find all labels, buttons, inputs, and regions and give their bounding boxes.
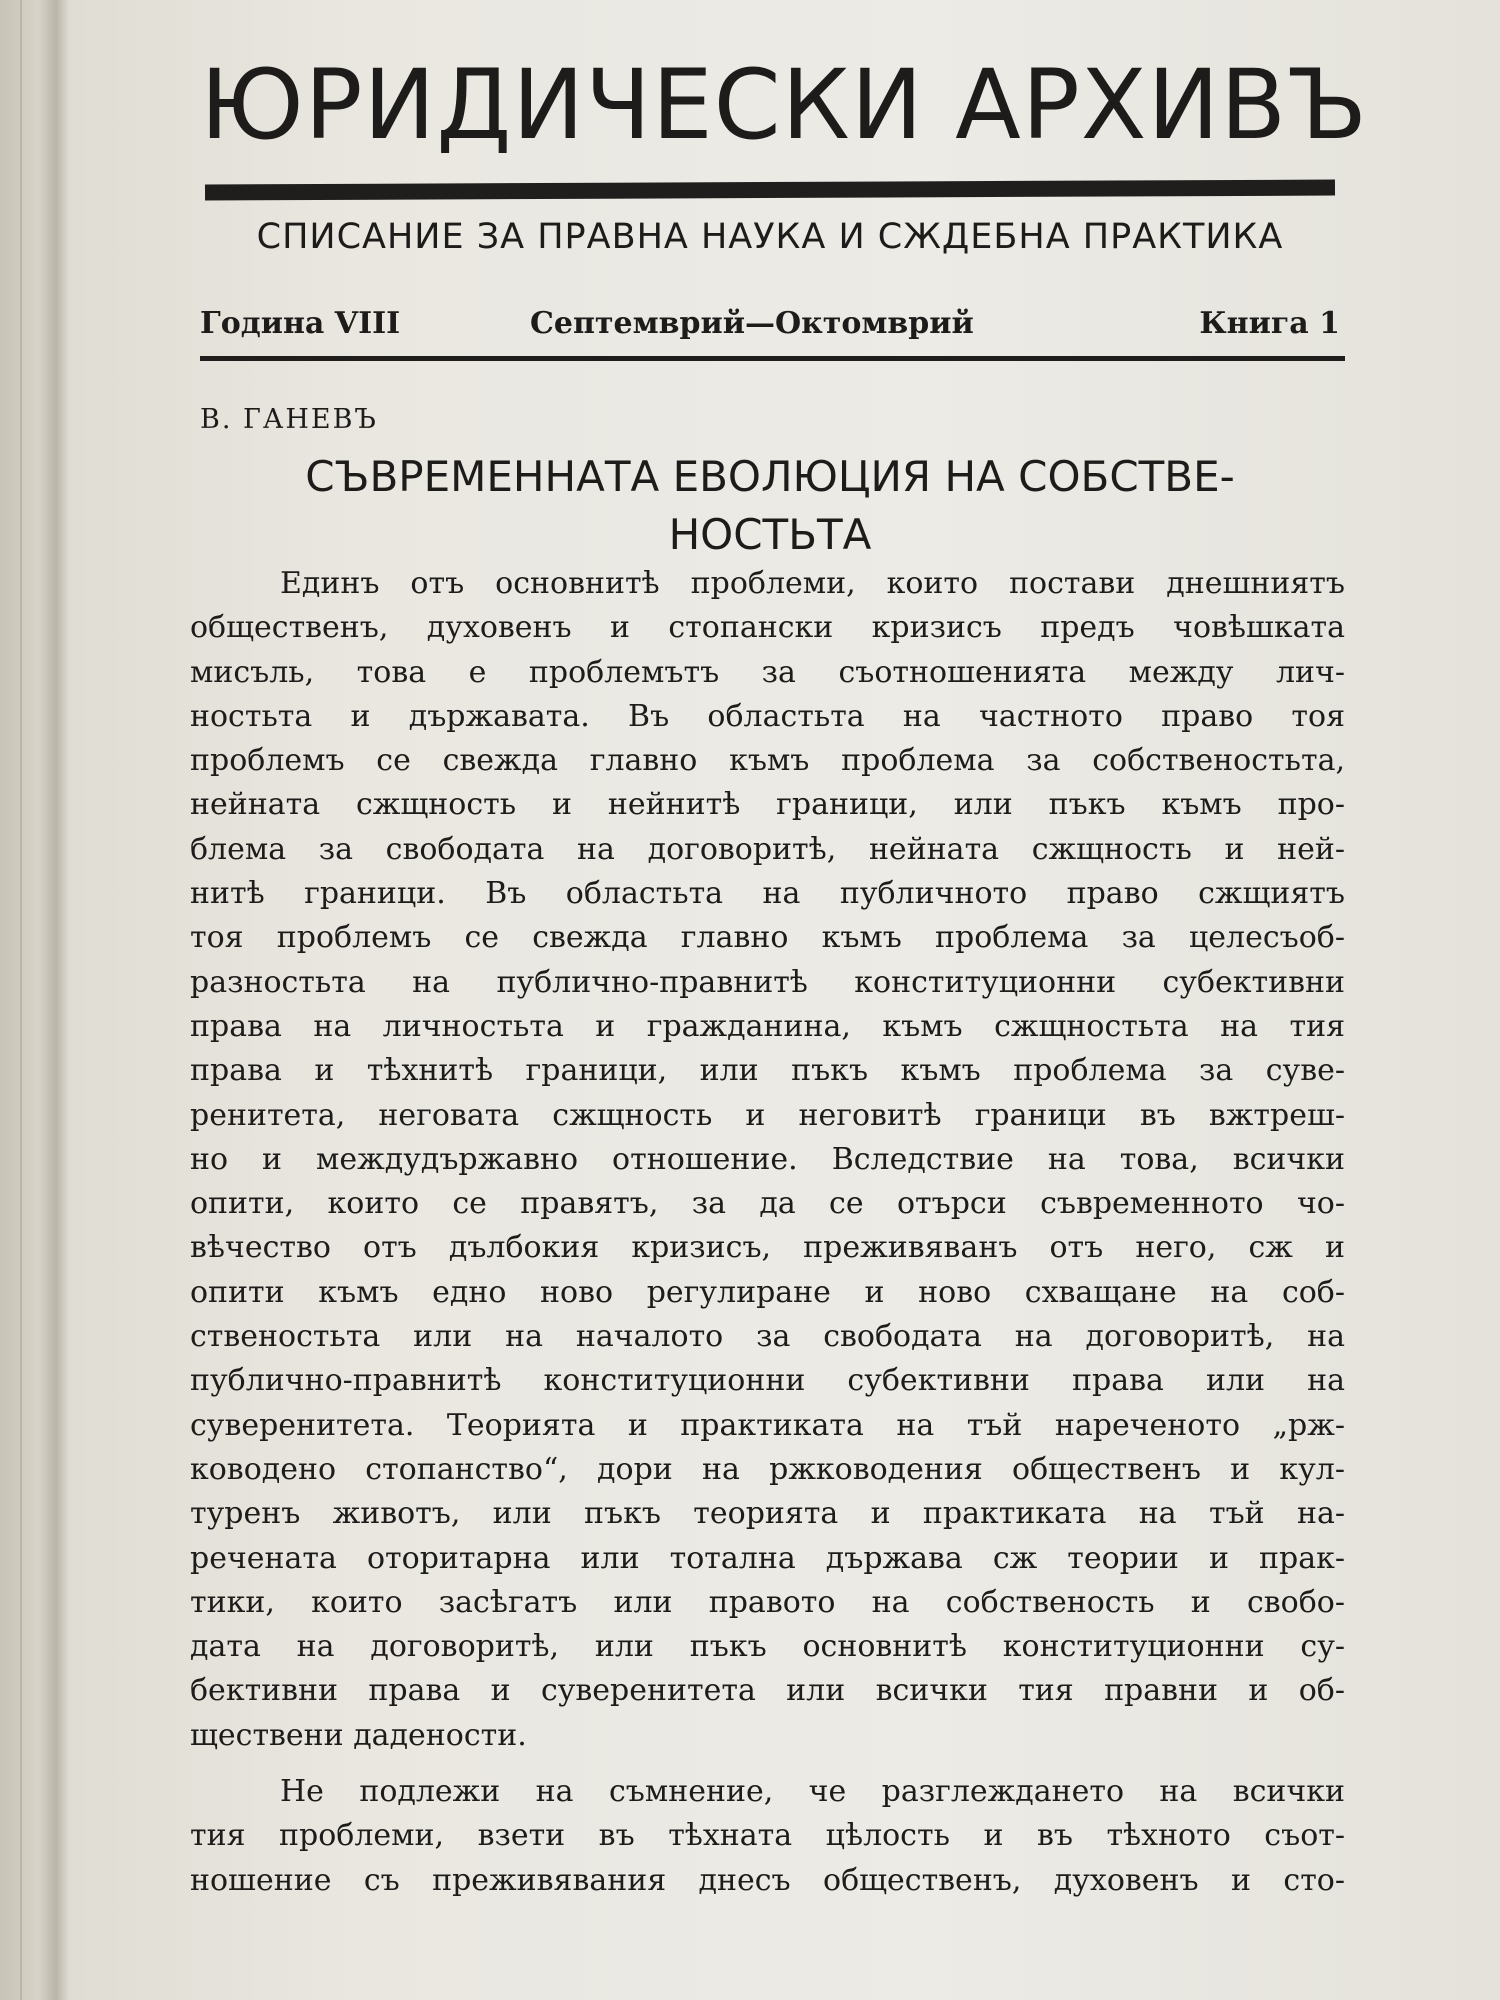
journal-title: ЮРИДИЧЕСКИ АРХИВЪ xyxy=(200,49,1369,161)
text-line: проблемъ се свежда главно къмъ проблема за собственостьта, xyxy=(190,743,1345,779)
text-line: вѣчество отъ дълбокия кризисъ, преживяванъ отъ него, сж и xyxy=(190,1230,1345,1266)
article-body xyxy=(190,562,1345,1903)
article-title xyxy=(200,448,1340,564)
text-line: общественъ, духовенъ и стопански кризисъ предъ човѣшката xyxy=(190,610,1345,646)
binding-line xyxy=(20,0,22,2000)
text-line: тики, които засѣгатъ или правото на собственость и свобо- xyxy=(190,1584,1345,1620)
text-line: публично-правнитѣ конституционни субективни права или на xyxy=(190,1363,1345,1399)
text-line: туренъ животъ, или пъкъ теорията и практиката на тъй на- xyxy=(190,1496,1345,1532)
text-line: разностьта на публично-правнитѣ конституционни субективни xyxy=(190,964,1345,1000)
text-line: но и междудържавно отношение. Вследствие на това, всички xyxy=(190,1141,1345,1177)
text-line: опити, които се правятъ, за да се отърси съвременното чо- xyxy=(190,1186,1345,1222)
text-line: нитѣ граници. Въ областьта на публичното право сжщиятъ xyxy=(190,876,1345,912)
text-line: блема за свободата на договоритѣ, нейната сжщность и ней- xyxy=(190,831,1345,867)
text-line: ственостьта или на началото за свободата на договоритѣ, на xyxy=(190,1319,1345,1355)
text-line: тоя проблемъ се свежда главно къмъ проблема за целесъоб- xyxy=(190,920,1345,956)
paragraph-1 xyxy=(190,562,1345,1758)
issue-months: Септемврий—Октомврий xyxy=(530,306,974,341)
text-line: дата на договоритѣ, или пъкъ основнитѣ конституционни су- xyxy=(190,1629,1345,1665)
text-line: речената оторитарна или тотална държава сж теории и прак- xyxy=(190,1540,1345,1576)
text-line: ководено стопанство“, дори на ржководения общественъ и кул- xyxy=(190,1451,1345,1487)
text-line: ществени дадености. xyxy=(190,1717,527,1753)
text-line: ностьта и държавата. Въ областьта на частното право тоя xyxy=(190,698,1345,734)
article-author: В. ГАНЕВЪ xyxy=(200,404,378,435)
masthead-rule xyxy=(205,180,1335,201)
journal-page xyxy=(70,0,1500,2000)
text-line: суверенитета. Теорията и практиката на тъй нареченото „рж- xyxy=(190,1407,1345,1443)
text-line: ношение съ преживявания днесъ общественъ, духовенъ и сто- xyxy=(190,1862,1345,1898)
facing-page-edge xyxy=(0,0,70,2000)
text-line: тия проблеми, взети въ тѣхната цѣлость и въ тѣхното съот- xyxy=(190,1818,1345,1854)
text-line: опити къмъ едно ново регулиране и ново схващане на соб- xyxy=(190,1274,1345,1310)
text-line: ренитета, неговата сжщность и неговитѣ граници въ вжтреш- xyxy=(190,1097,1345,1133)
article-title-line: СЪВРЕМЕННАТА ЕВОЛЮЦИЯ НА СОБСТВЕ- xyxy=(305,452,1235,501)
text-line: Не подлежи на съмнение, че разглеждането на всички xyxy=(280,1774,1345,1810)
issue-rule xyxy=(200,356,1345,361)
journal-subtitle: СПИСАНИЕ ЗА ПРАВНА НАУКА И СЖДЕБНА ПРАКТИКА xyxy=(256,217,1284,257)
issue-book: Книга 1 xyxy=(1199,306,1340,341)
text-line: права на личностьта и гражданина, къмъ сжщностьта на тия xyxy=(190,1008,1345,1044)
text-line: мисъль, това е проблемътъ за съотношенията между лич- xyxy=(190,654,1345,690)
issue-year: Година VIII xyxy=(200,306,401,341)
text-line: нейната сжщность и нейнитѣ граници, или пъкъ къмъ про- xyxy=(190,787,1345,823)
paragraph-2 xyxy=(190,1770,1345,1903)
text-line: Единъ отъ основнитѣ проблеми, които постави днешниятъ xyxy=(280,566,1345,601)
text-line: бективни права и суверенитета или всички тия правни и об- xyxy=(190,1673,1345,1709)
text-line: права и тѣхнитѣ граници, или пъкъ къмъ проблема за суве- xyxy=(190,1053,1345,1089)
issue-info-row xyxy=(200,300,1340,348)
article-title-line: НОСТЬТА xyxy=(668,510,872,559)
